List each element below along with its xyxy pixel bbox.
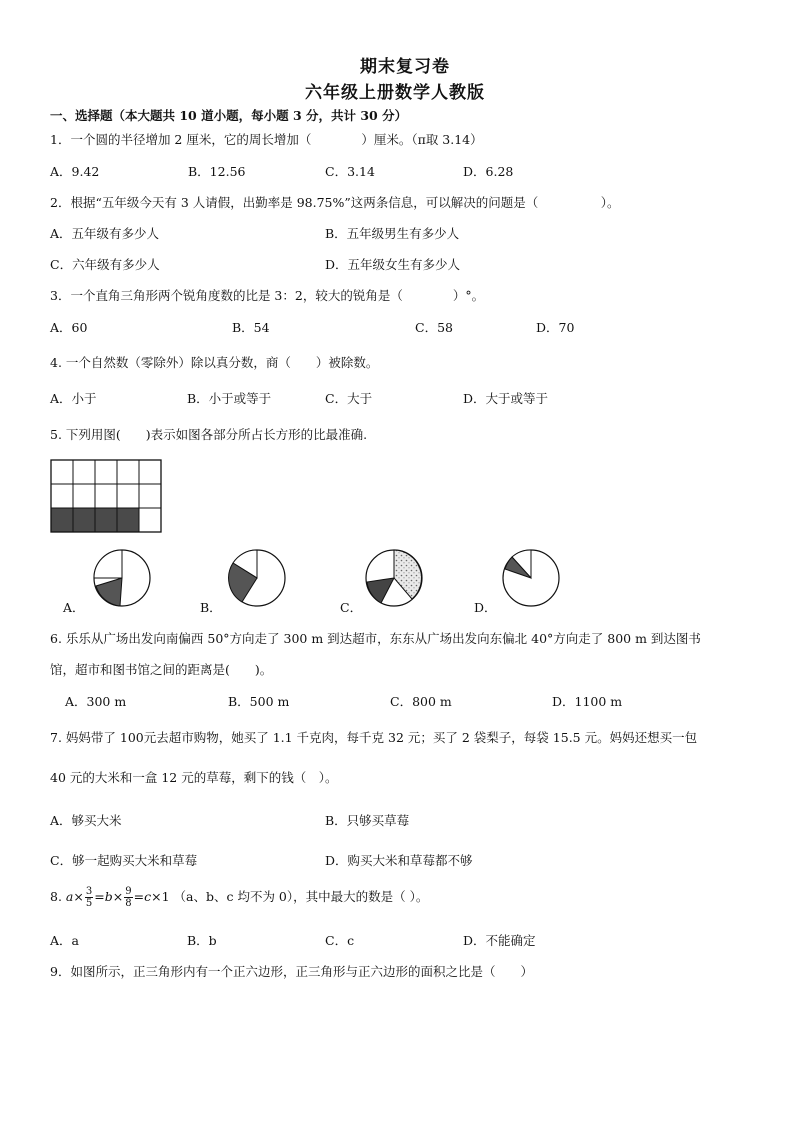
q7-option-d: D．购买大米和草莓都不够 [325, 853, 473, 868]
q4-option-a: A．小于 [50, 391, 97, 406]
question-1: 1．一个圆的半径增加 2 厘米，它的周长增加（ ）厘米。（π取 3.14） [50, 132, 483, 147]
q8-option-c: C．c [325, 933, 355, 948]
question-4: 4. 一个自然数（零除外）除以真分数，商（ ）被除数。 [50, 355, 379, 370]
question-2: 2．根据“五年级今天有 3 人请假，出勤率是 98.75%”这两条信息，可以解决的问题是（ ）。 [50, 195, 620, 210]
q8-option-d: D．不能确定 [463, 933, 536, 948]
q3-option-b: B．54 [232, 320, 270, 335]
q5-grid-figure [51, 460, 163, 532]
q5-option-b: B． [200, 600, 222, 615]
q5-option-a: A． [63, 600, 85, 615]
q2-option-a: A．五年级有多少人 [50, 226, 160, 241]
q8-eq-2: = [133, 889, 145, 904]
q3-option-c: C．58 [415, 320, 453, 335]
question-3: 3．一个直角三角形两个锐角度数的比是 3：2，较大的锐角是（ ）°。 [50, 288, 485, 303]
q8-fraction-2 [124, 886, 132, 909]
q2-option-c: C．六年级有多少人 [50, 257, 160, 272]
page-subtitle: 六年级上册数学人教版 [305, 83, 485, 103]
q8-option-b: B．b [187, 933, 217, 948]
q2-option-d: D．五年级女生有多少人 [325, 257, 461, 272]
q5-pie-c [365, 549, 425, 609]
q8-option-a: A．a [50, 933, 79, 948]
q8-eq-1: = [94, 889, 105, 904]
section-heading: 一、选择题（本大题共 10 道小题，每小题 3 分，共计 30 分） [50, 108, 408, 123]
q1-option-c: C．3.14 [325, 164, 375, 179]
q2-option-b: B．五年级男生有多少人 [325, 226, 460, 241]
q5-option-d: D． [474, 600, 497, 615]
q5-pie-a [93, 549, 153, 609]
q4-option-d: D．大于或等于 [463, 391, 549, 406]
q8-var-a: a [65, 889, 74, 904]
q4-option-c: C．大于 [325, 391, 373, 406]
q7-option-c: C．够一起购买大米和草莓 [50, 853, 198, 868]
q1-option-a: A．9.42 [50, 164, 100, 179]
q4-option-b: B．小于或等于 [187, 391, 272, 406]
q5-option-c: C． [340, 600, 363, 615]
q8-times-one: ×1 [151, 889, 170, 904]
q1-option-d: D．6.28 [463, 164, 514, 179]
q5-pie-d [502, 549, 562, 609]
q3-option-d: D．70 [536, 320, 575, 335]
q6-option-d: D．1100 m [552, 694, 623, 709]
q6-option-c: C．800 m [390, 694, 452, 709]
q8-tail: （a、b、c 均不为 0），其中最大的数是（ ）。 [173, 889, 429, 904]
question-7-line-2: 40 元的大米和一盒 12 元的草莓，剩下的钱（ ）。 [50, 770, 338, 785]
q5-pie-b [228, 549, 288, 609]
q6-option-a: A．300 m [65, 694, 127, 709]
question-9: 9．如图所示，正三角形内有一个正六边形，正三角形与正六边形的面积之比是（ ） [50, 964, 533, 979]
q8-times-1: × [73, 889, 84, 904]
q7-option-a: A．够买大米 [50, 813, 122, 828]
question-5: 5. 下列用图( )表示如图各部分所占长方形的比最准确. [50, 427, 368, 442]
q3-option-a: A．60 [50, 320, 88, 335]
q7-option-b: B．只够买草莓 [325, 813, 410, 828]
question-8 [50, 886, 428, 909]
q8-times-2: × [112, 889, 124, 904]
question-6-line-1: 6. 乐乐从广场出发向南偏西 50°方向走了 300 m 到达超市，东东从广场出发向东偏北 40°方向走了 800 m 到达图书 [50, 631, 701, 646]
q8-fraction-1 [85, 886, 93, 909]
q6-option-b: B．500 m [228, 694, 290, 709]
page-title: 期末复习卷 [360, 57, 450, 77]
question-7-line-1: 7. 妈妈带了 100元去超市购物，她买了 1.1 千克肉，每千克 32 元；买了 2 袋梨子，每袋 15.5 元。妈妈还想买一包 [50, 730, 698, 745]
question-6-line-2: 馆，超市和图书馆之间的距离是( )。 [50, 662, 273, 677]
q8-f2-num: 9 [125, 886, 132, 897]
q8-var-c: c [144, 889, 152, 904]
q8-f1-den: 5 [85, 898, 93, 909]
q8-f2-den: 8 [125, 898, 132, 909]
q8-f1-num: 3 [85, 886, 93, 897]
q8-number: 8. [50, 889, 62, 904]
q8-var-b: b [104, 889, 113, 904]
q1-option-b: B．12.56 [188, 164, 246, 179]
